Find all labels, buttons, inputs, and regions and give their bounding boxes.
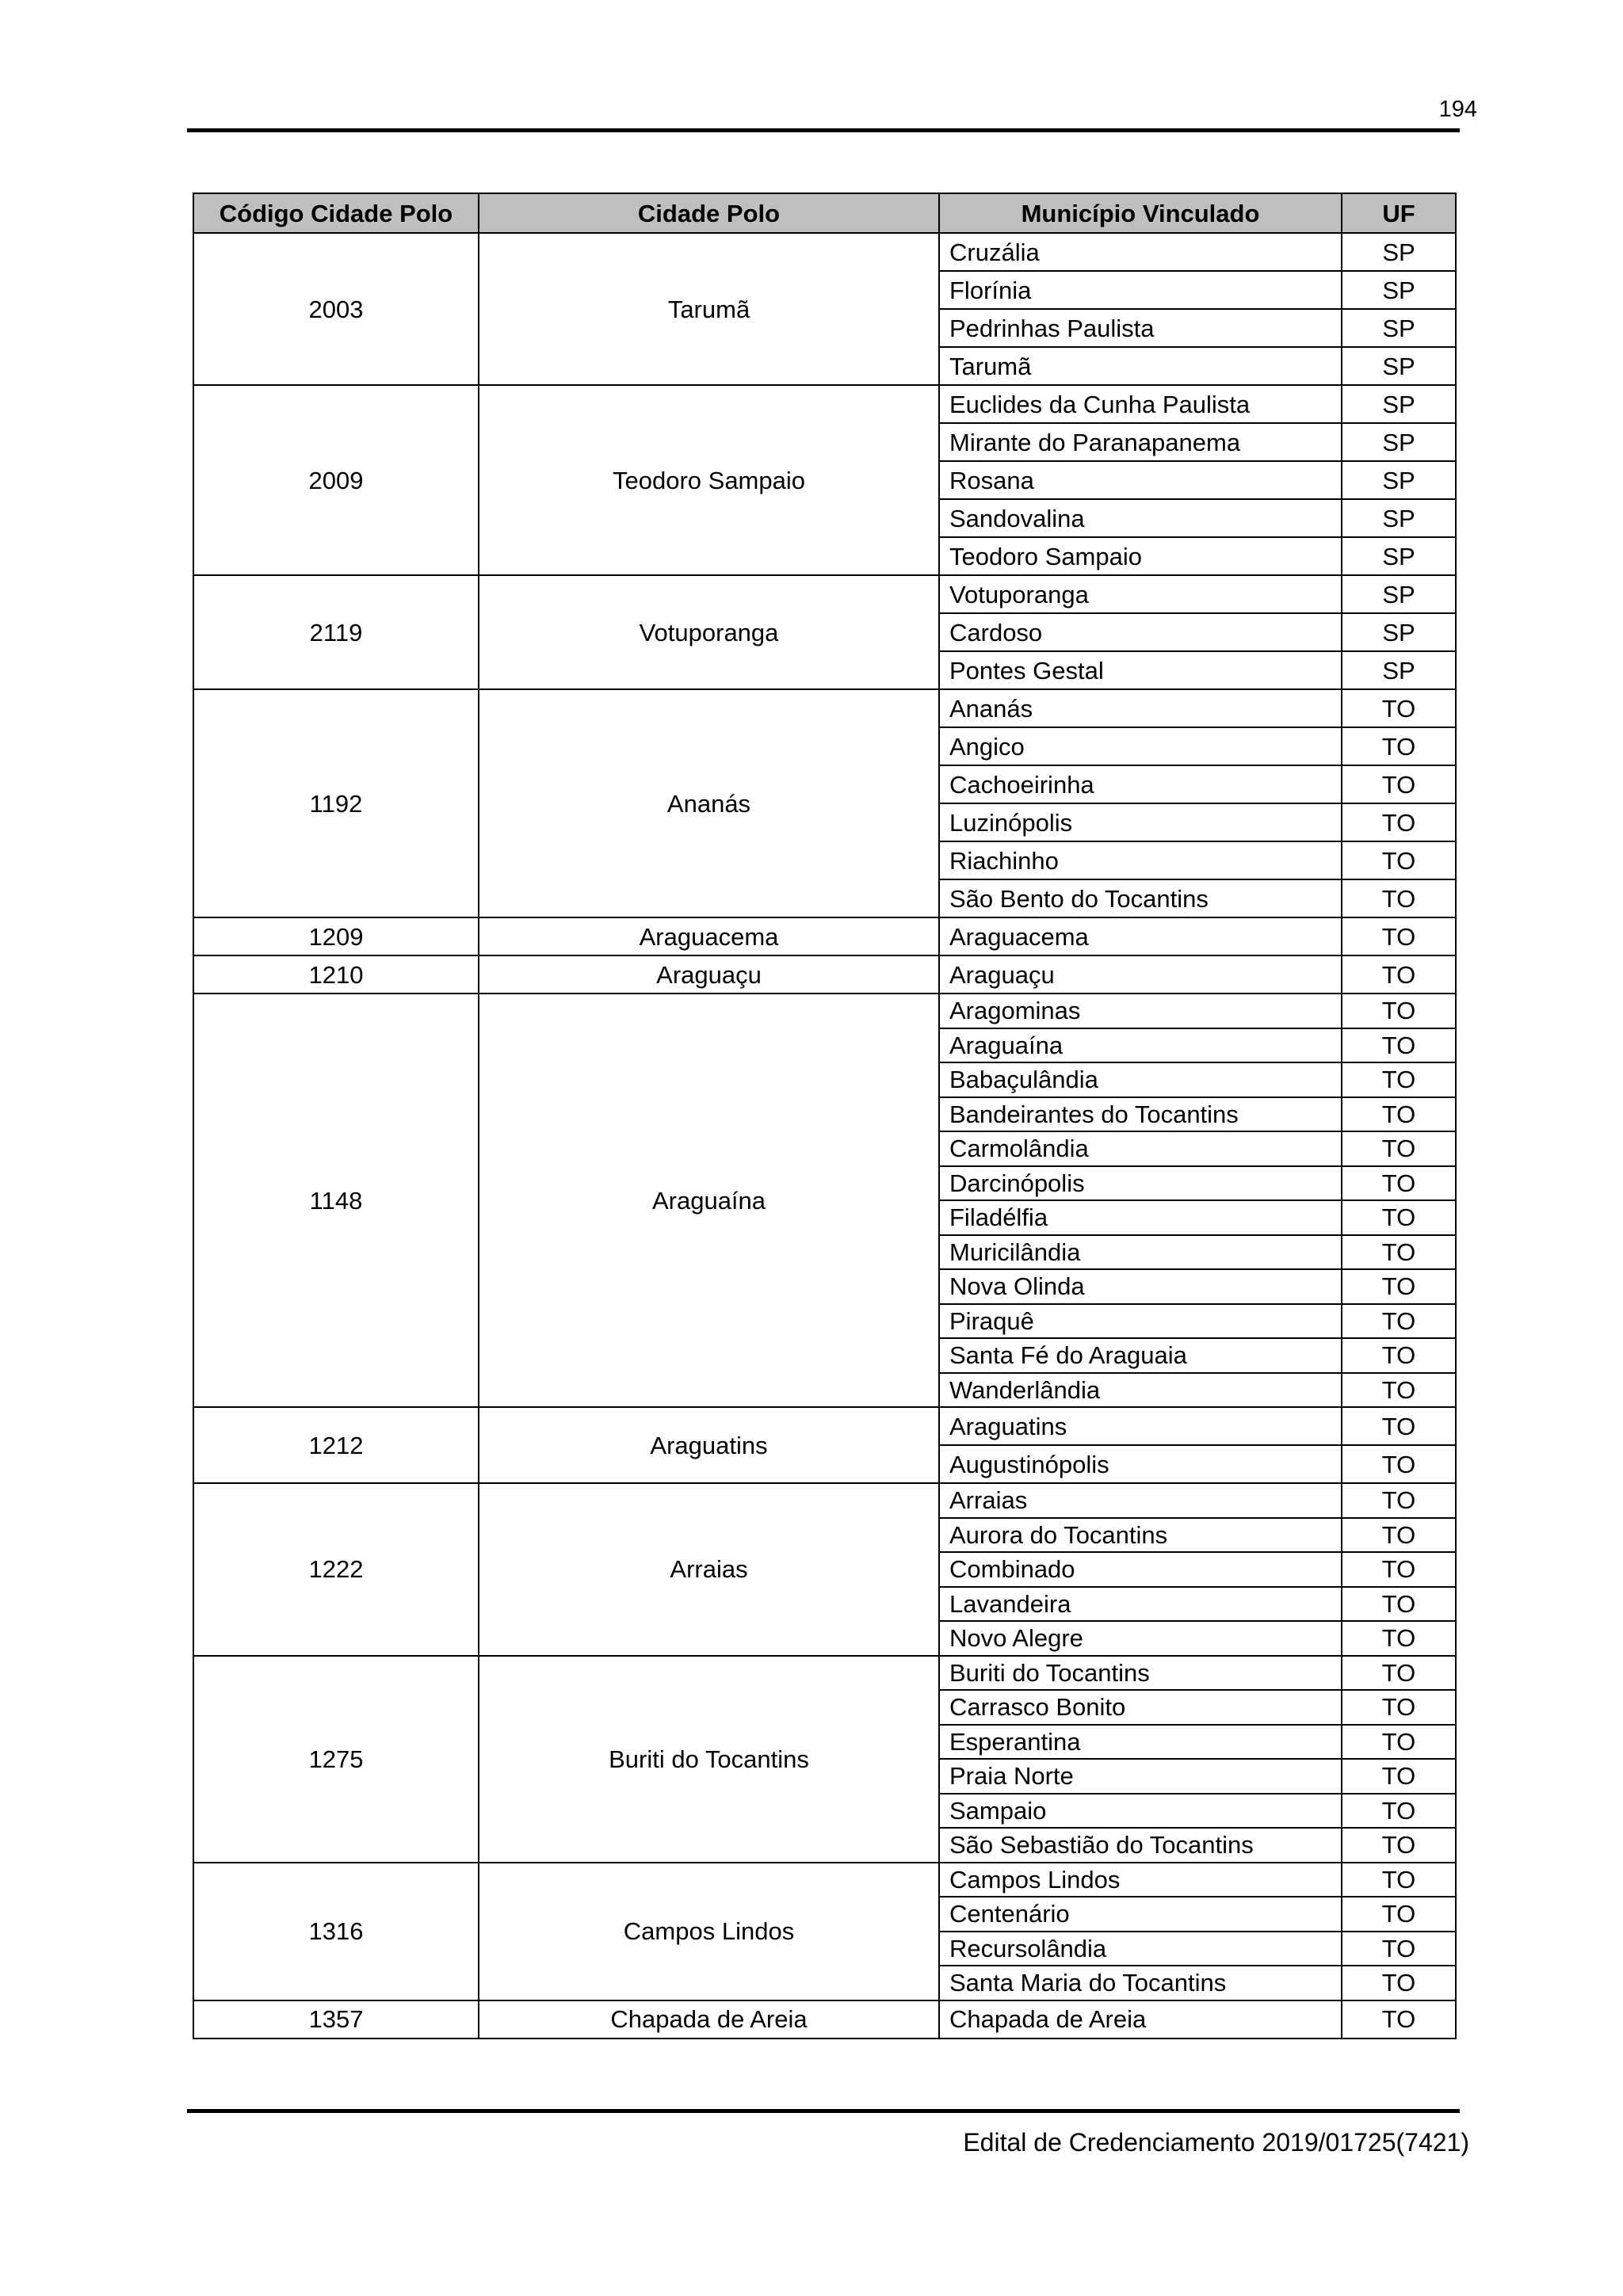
municipio-cell: Wanderlândia [939, 1373, 1342, 1408]
uf-cell: SP [1342, 461, 1456, 499]
municipio-cell: Rosana [939, 461, 1342, 499]
municipio-cell: Santa Maria do Tocantins [939, 1966, 1342, 2000]
municipio-cell: Cachoeirinha [939, 765, 1342, 803]
table-row [193, 575, 1456, 613]
table-row [193, 1483, 1456, 1518]
municipio-cell: Santa Fé do Araguaia [939, 1338, 1342, 1373]
codigo-cell: 1192 [193, 689, 479, 917]
municipio-cell: Riachinho [939, 841, 1342, 879]
uf-cell: TO [1342, 1407, 1456, 1445]
municipio-cell: Araguaína [939, 1028, 1342, 1063]
uf-cell: SP [1342, 385, 1456, 423]
uf-cell: TO [1342, 1131, 1456, 1166]
municipio-cell: Aurora do Tocantins [939, 1518, 1342, 1553]
table-row [193, 689, 1456, 727]
cidade-polo-cell: Votuporanga [479, 575, 939, 689]
uf-cell: TO [1342, 1621, 1456, 1656]
municipio-cell: Aragominas [939, 994, 1342, 1028]
uf-cell: TO [1342, 1062, 1456, 1097]
uf-cell: TO [1342, 1373, 1456, 1408]
uf-cell: TO [1342, 727, 1456, 765]
cidade-polo-cell: Araguatins [479, 1407, 939, 1483]
municipio-cell: Carrasco Bonito [939, 1690, 1342, 1725]
municipio-cell: Esperantina [939, 1725, 1342, 1760]
uf-cell: TO [1342, 841, 1456, 879]
uf-cell: TO [1342, 1690, 1456, 1725]
municipio-cell: Carmolândia [939, 1131, 1342, 1166]
codigo-cell: 1212 [193, 1407, 479, 1483]
uf-cell: TO [1342, 1725, 1456, 1760]
municipio-cell: São Bento do Tocantins [939, 879, 1342, 917]
codigo-cell: 1210 [193, 955, 479, 994]
municipio-cell: Novo Alegre [939, 1621, 1342, 1656]
municipio-cell: Luzinópolis [939, 803, 1342, 841]
table-row [193, 1407, 1456, 1445]
uf-cell: SP [1342, 309, 1456, 347]
cidade-polo-cell: Ananás [479, 689, 939, 917]
uf-cell: TO [1342, 1269, 1456, 1304]
uf-cell: TO [1342, 1552, 1456, 1587]
uf-cell: TO [1342, 1863, 1456, 1897]
municipio-cell: Ananás [939, 689, 1342, 727]
uf-cell: SP [1342, 347, 1456, 385]
uf-cell: TO [1342, 955, 1456, 994]
cidade-polo-cell: Campos Lindos [479, 1863, 939, 2000]
table-row [193, 1863, 1456, 1897]
uf-cell: TO [1342, 1166, 1456, 1201]
table-row [193, 955, 1456, 994]
table-row [193, 917, 1456, 955]
cidade-polo-cell: Araguaçu [479, 955, 939, 994]
municipio-cell: Combinado [939, 1552, 1342, 1587]
municipio-cell: Buriti do Tocantins [939, 1656, 1342, 1691]
uf-cell: TO [1342, 1483, 1456, 1518]
municipio-cell: Babaçulândia [939, 1062, 1342, 1097]
page-number: 194 [1438, 97, 1477, 122]
municipio-cell: Piraquê [939, 1304, 1342, 1339]
municipio-cell: Araguacema [939, 917, 1342, 955]
codigo-cell: 1209 [193, 917, 479, 955]
table-header-row [193, 193, 1456, 233]
municipio-cell: Arraias [939, 1483, 1342, 1518]
table-row [193, 233, 1456, 271]
uf-cell: SP [1342, 233, 1456, 271]
municipio-cell: Euclides da Cunha Paulista [939, 385, 1342, 423]
table-row [193, 994, 1456, 1028]
uf-cell: TO [1342, 994, 1456, 1028]
cidade-polo-cell: Buriti do Tocantins [479, 1656, 939, 1863]
municipio-cell: Teodoro Sampaio [939, 537, 1342, 575]
uf-cell: TO [1342, 765, 1456, 803]
cidade-polo-cell: Araguaína [479, 994, 939, 1407]
municipio-cell: Cruzália [939, 233, 1342, 271]
cidade-polo-cell: Tarumã [479, 233, 939, 385]
polo-table [193, 193, 1457, 2039]
uf-cell: TO [1342, 1235, 1456, 1270]
header-rule [187, 128, 1460, 132]
municipio-cell: Tarumã [939, 347, 1342, 385]
municipio-cell: Lavandeira [939, 1587, 1342, 1622]
municipio-cell: Angico [939, 727, 1342, 765]
municipio-cell: Sampaio [939, 1794, 1342, 1829]
municipio-cell: Praia Norte [939, 1759, 1342, 1794]
municipio-cell: Araguatins [939, 1407, 1342, 1445]
uf-cell: TO [1342, 1828, 1456, 1863]
municipio-cell: Filadélfia [939, 1200, 1342, 1235]
municipio-cell: Campos Lindos [939, 1863, 1342, 1897]
uf-cell: TO [1342, 1200, 1456, 1235]
cidade-polo-cell: Arraias [479, 1483, 939, 1656]
cidade-polo-cell: Chapada de Areia [479, 2000, 939, 2039]
uf-cell: TO [1342, 1794, 1456, 1829]
codigo-cell: 1222 [193, 1483, 479, 1656]
uf-cell: TO [1342, 1338, 1456, 1373]
codigo-cell: 1275 [193, 1656, 479, 1863]
uf-cell: TO [1342, 1587, 1456, 1622]
uf-cell: SP [1342, 537, 1456, 575]
uf-cell: TO [1342, 1028, 1456, 1063]
municipio-cell: Pontes Gestal [939, 651, 1342, 689]
footer-text: Edital de Credenciamento 2019/01725(7421) [963, 2128, 1469, 2157]
uf-cell: TO [1342, 1304, 1456, 1339]
uf-cell: TO [1342, 1656, 1456, 1691]
uf-cell: TO [1342, 1966, 1456, 2000]
cidade-polo-cell: Teodoro Sampaio [479, 385, 939, 575]
codigo-cell: 1357 [193, 2000, 479, 2039]
municipio-cell: Darcinópolis [939, 1166, 1342, 1201]
header-cidade-polo: Cidade Polo [479, 193, 939, 233]
municipio-cell: Nova Olinda [939, 1269, 1342, 1304]
uf-cell: SP [1342, 651, 1456, 689]
codigo-cell: 2119 [193, 575, 479, 689]
uf-cell: TO [1342, 879, 1456, 917]
codigo-cell: 2003 [193, 233, 479, 385]
municipio-cell: Recursolândia [939, 1932, 1342, 1966]
uf-cell: TO [1342, 1518, 1456, 1553]
municipio-cell: Centenário [939, 1897, 1342, 1932]
municipio-cell: Sandovalina [939, 499, 1342, 537]
table-row [193, 385, 1456, 423]
uf-cell: TO [1342, 1759, 1456, 1794]
uf-cell: SP [1342, 575, 1456, 613]
municipio-cell: Mirante do Paranapanema [939, 423, 1342, 461]
table-row [193, 1656, 1456, 1691]
footer-rule [187, 2109, 1460, 2113]
header-codigo: Código Cidade Polo [193, 193, 479, 233]
uf-cell: SP [1342, 423, 1456, 461]
municipio-cell: São Sebastião do Tocantins [939, 1828, 1342, 1863]
codigo-cell: 2009 [193, 385, 479, 575]
municipio-cell: Muricilândia [939, 1235, 1342, 1270]
uf-cell: TO [1342, 1445, 1456, 1483]
table-body [193, 233, 1456, 2039]
header-municipio: Município Vinculado [939, 193, 1342, 233]
codigo-cell: 1148 [193, 994, 479, 1407]
municipio-cell: Chapada de Areia [939, 2000, 1342, 2039]
municipio-cell: Bandeirantes do Tocantins [939, 1097, 1342, 1132]
header-uf: UF [1342, 193, 1456, 233]
municipio-cell: Florínia [939, 271, 1342, 309]
uf-cell: TO [1342, 917, 1456, 955]
uf-cell: TO [1342, 2000, 1456, 2039]
municipio-cell: Araguaçu [939, 955, 1342, 994]
uf-cell: TO [1342, 689, 1456, 727]
uf-cell: TO [1342, 1897, 1456, 1932]
cidade-polo-cell: Araguacema [479, 917, 939, 955]
uf-cell: TO [1342, 1932, 1456, 1966]
table-row [193, 2000, 1456, 2039]
uf-cell: SP [1342, 499, 1456, 537]
municipio-cell: Augustinópolis [939, 1445, 1342, 1483]
municipio-cell: Cardoso [939, 613, 1342, 651]
municipio-cell: Pedrinhas Paulista [939, 309, 1342, 347]
uf-cell: SP [1342, 613, 1456, 651]
uf-cell: TO [1342, 803, 1456, 841]
municipio-cell: Votuporanga [939, 575, 1342, 613]
uf-cell: TO [1342, 1097, 1456, 1132]
uf-cell: SP [1342, 271, 1456, 309]
codigo-cell: 1316 [193, 1863, 479, 2000]
